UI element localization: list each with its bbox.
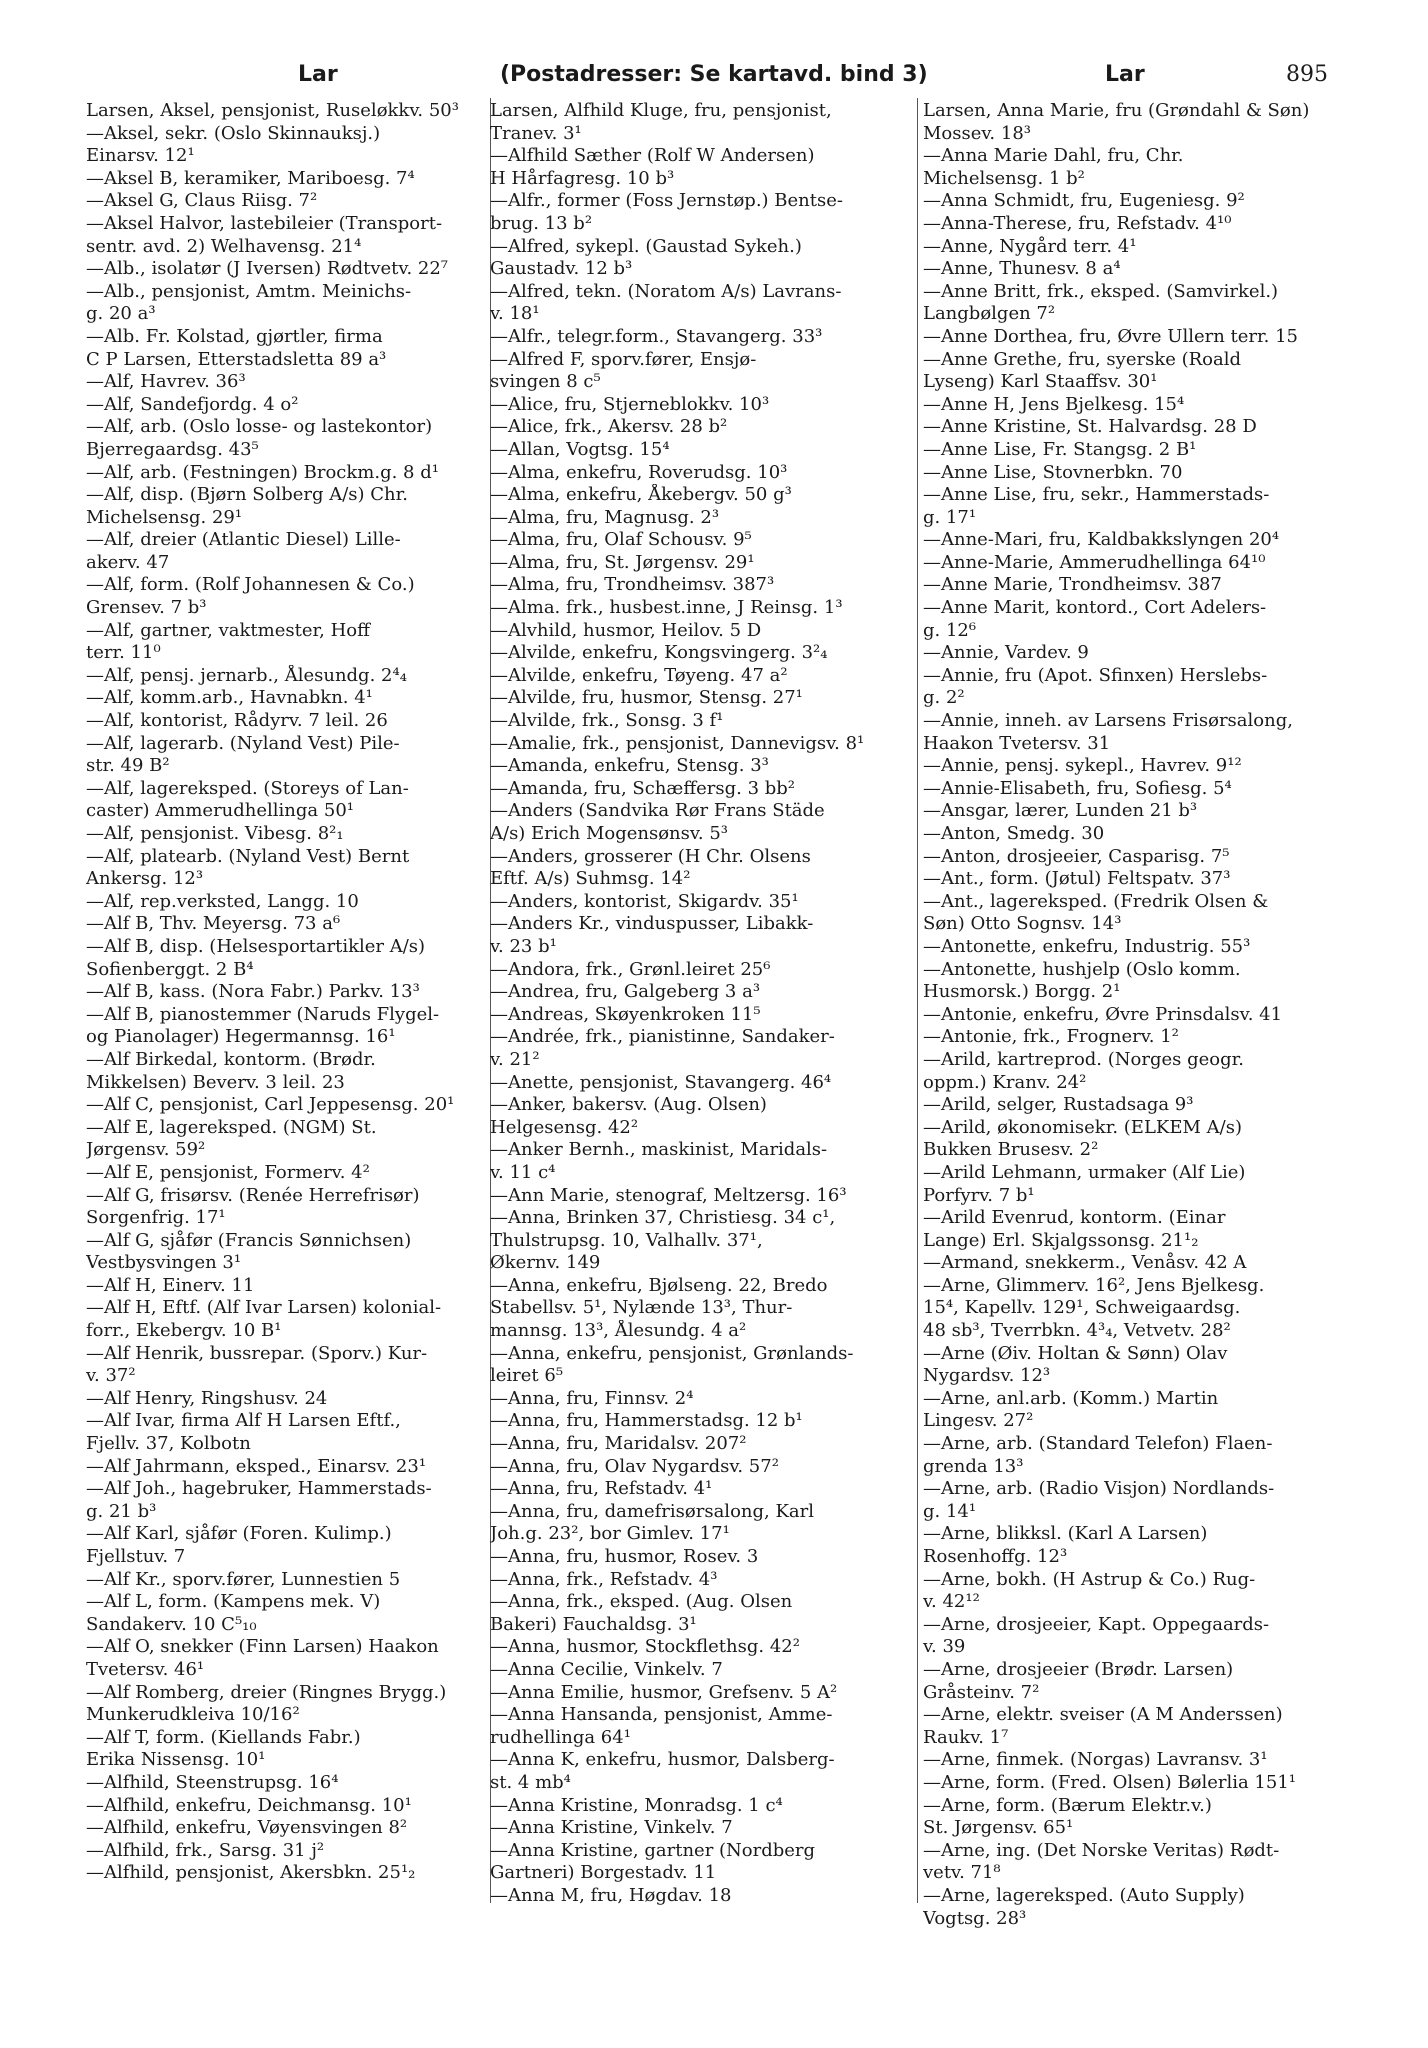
directory-entry-line: Fjellstuv. 7 [86,1546,186,1567]
directory-entry-line: —Armand, snekkerm., Venåsv. 42 A [923,1252,1247,1274]
directory-entry-line: —Antonette, hushjelp (Oslo komm. [923,958,1241,980]
directory-entry-line: —Anna, Brinken 37, Christiesg. 34 c¹, [490,1207,836,1229]
directory-entry-line: —Anna Emilie, husmor, Grefsenv. 5 A² [490,1681,838,1703]
directory-entry-line: —Arne, ing. (Det Norske Veritas) Rødt- [923,1839,1280,1861]
directory-entry-line: —Anker Bernh., maskinist, Maridals- [490,1139,828,1161]
directory-entry-line: grenda 13³ [923,1455,1024,1477]
directory-entry-line: terr. 11⁰ [86,642,161,664]
header-center-note: (Postadresser: Se kartavd. bind 3) [500,62,928,87]
directory-entry-line: —Alf B, Thv. Meyersg. 73 a⁶ [86,913,341,935]
directory-entry-line: —Ansgar, lærer, Lunden 21 b³ [923,800,1198,822]
directory-entry-line: rudhellinga 64¹ [490,1726,631,1748]
directory-entry-line: Michelsensg. 29¹ [86,506,243,528]
directory-entry-line: —Antonie, frk., Frognerv. 1² [923,1026,1179,1048]
directory-entry-line: Lange) Erl. Skjalgssonsg. 21¹₂ [923,1229,1199,1251]
directory-entry-line: —Anne, Thunesv. 8 a⁴ [923,258,1121,280]
directory-entry-line: Søn) Otto Sognsv. 14³ [923,913,1122,935]
directory-entry-line: Bukken Brusesv. 2² [923,1139,1099,1161]
directory-entry-line: Fjellv. 37, Kolbotn [86,1433,251,1455]
directory-entry-line: —Arne, drosjeeier (Brødr. Larsen) [923,1658,1234,1680]
directory-entry-line: Erika Nissensg. 10¹ [86,1749,266,1771]
directory-entry-line: v. 21² [490,1048,540,1070]
directory-entry-line: —Alfred, tekn. (Noratom A/s) Lavrans- [490,280,842,302]
directory-entry-line: Sandakerv. 10 C⁵₁₀ [86,1613,257,1635]
directory-entry-line: —Arild, kartreprod. (Norges geogr. [923,1048,1244,1070]
header-left-guideword: Lar [298,62,338,87]
directory-entry-line: —Andora, frk., Grønl.leiret 25⁶ [490,958,771,980]
directory-entry-line: —Antonie, enkefru, Øvre Prinsdalsv. 41 [923,1003,1283,1025]
directory-entry-line: —Alma, enkefru, Roverudsg. 10³ [490,461,788,483]
directory-entry-line: —Alf, lagerarb. (Nyland Vest) Pile- [86,732,400,754]
directory-entry-line: —Alma, enkefru, Åkebergv. 50 g³ [490,484,792,506]
directory-entry-line: —Arne, lagereksped. (Auto Supply) [923,1884,1245,1906]
directory-entry-line: —Alfhild, enkefru, Vøyensvingen 8² [86,1817,408,1839]
directory-entry-line: —Alf B, pianostemmer (Naruds Flygel- [86,1003,440,1025]
directory-entry-line: —Alma, fru, Magnusg. 2³ [490,506,720,528]
directory-entry-line: Michelsensg. 1 b² [923,167,1085,189]
directory-entry-line: —Anne Marit, kontord., Cort Adelers- [923,597,1267,619]
directory-entry-line: —Alma, fru, Olaf Schousv. 9⁵ [490,529,752,551]
directory-entry-line: —Anna, enkefru, pensjonist, Grønlands- [490,1342,854,1364]
directory-entry-line: —Ant., lagereksped. (Fredrik Olsen & [923,890,1269,912]
directory-entry-line: Stabellsv. 5¹, Nylænde 13³, Thur- [490,1297,793,1319]
directory-entry-line: —Anna Cecilie, Vinkelv. 7 [490,1658,723,1680]
directory-entry-line: —Anne Lise, Fr. Stangsg. 2 B¹ [923,438,1197,460]
directory-entry-line: —Anna Marie Dahl, fru, Chr. [923,145,1184,167]
directory-entry-line: sentr. avd. 2) Welhavensg. 21⁴ [86,235,362,257]
directory-entry-line: —Alf, rep.verksted, Langg. 10 [86,890,359,912]
directory-entry-line: Sorgenfrig. 17¹ [86,1207,226,1229]
directory-entry-line: Grensev. 7 b³ [86,597,207,619]
directory-entry-line: akerv. 47 [86,551,170,573]
directory-entry-line: Einarsv. 12¹ [86,145,195,167]
directory-entry-line: —Alf, lagereksped. (Storeys of Lan- [86,777,409,799]
directory-entry-line: —Arne, drosjeeier, Kapt. Oppegaards- [923,1613,1270,1635]
directory-entry-line: —Anne Kristine, St. Halvardsg. 28 D [923,416,1257,438]
directory-entry-line: —Alfhild, Steenstrupsg. 16⁴ [86,1771,339,1793]
directory-entry-line: —Alb., pensjonist, Amtm. Meinichs- [86,280,412,302]
directory-entry-line: —Anna, fru, Olav Nygardsv. 57² [490,1455,779,1477]
directory-entry-line: —Andrea, fru, Galgeberg 3 a³ [490,981,761,1003]
directory-entry-line: Ankersg. 12³ [86,868,204,890]
directory-entry-line: Haakon Tvetersv. 31 [923,732,1111,754]
directory-entry-line: —Alvilde, frk., Sonsg. 3 f¹ [490,710,724,732]
directory-entry-line: leiret 6⁵ [490,1365,564,1387]
directory-entry-line: C P Larsen, Etterstadsletta 89 a³ [86,348,387,370]
directory-entry-line: —Alice, frk., Akersv. 28 b² [490,416,728,438]
directory-entry-line: Tvetersv. 46¹ [86,1658,205,1680]
directory-entry-line: g. 17¹ [923,506,977,528]
directory-entry-line: Tranev. 3¹ [490,122,582,144]
directory-entry-line: —Ant., form. (Jøtul) Feltspatv. 37³ [923,868,1231,890]
directory-entry-line: —Alf, platearb. (Nyland Vest) Bernt [86,845,410,867]
directory-entry-line: v. 37² [86,1365,136,1387]
directory-entry-line: —Alfred F, sporv.fører, Ensjø- [490,348,757,370]
directory-entry-line: —Alice, fru, Stjerneblokkv. 10³ [490,393,770,415]
directory-entry-line: —Anna K, enkefru, husmor, Dalsberg- [490,1749,835,1771]
directory-entry-line: forr., Ekebergv. 10 B¹ [86,1320,282,1342]
directory-entry-line: —Alf, form. (Rolf Johannesen & Co.) [86,574,415,596]
directory-entry-line: —Alb., isolatør (J Iversen) Rødtvetv. 22⁷ [86,258,449,280]
directory-entry-line: Joh.g. 23², bor Gimlev. 17¹ [490,1523,730,1545]
directory-entry-line: —Anna, fru, Finnsv. 2⁴ [490,1387,694,1409]
directory-entry-line: —Amanda, fru, Schæffersg. 3 bb² [490,777,795,799]
directory-entry-line: —Alvilde, fru, husmor, Stensg. 27¹ [490,687,803,709]
directory-entry-line: —Alfred, sykepl. (Gaustad Sykeh.) [490,235,802,257]
directory-column-2 [490,100,906,1908]
directory-column-1 [86,100,496,1885]
directory-entry-line: Larsen, Aksel, pensjonist, Ruseløkkv. 50³ [86,100,459,121]
directory-entry-line: —Alfr., telegr.form., Stavangerg. 33³ [490,325,823,347]
directory-entry-line: —Anne-Marie, Ammerudhellinga 64¹⁰ [923,551,1266,573]
directory-entry-line: —Alf G, frisørsv. (Renée Herrefrisør) [86,1184,420,1206]
directory-entry-line: g. 14¹ [923,1500,977,1522]
directory-entry-line: oppm.) Kranv. 24² [923,1071,1087,1093]
directory-entry-line: Munkerudkleiva 10/16² [86,1704,300,1726]
directory-entry-line: —Alf, dreier (Atlantic Diesel) Lille- [86,529,401,551]
directory-entry-line: v. 23 b¹ [490,935,557,957]
directory-entry-line: —Anne Dorthea, fru, Øvre Ullern terr. 15 [923,325,1299,347]
directory-entry-line: —Alma, fru, Trondheimsv. 387³ [490,574,775,596]
directory-entry-line: Vestbysvingen 3¹ [86,1252,242,1274]
directory-entry-line: vetv. 71⁸ [923,1862,1001,1884]
directory-entry-line: —Anna, husmor, Stockflethsg. 42² [490,1636,800,1658]
directory-entry-line: —Alfhild, pensjonist, Akersbkn. 25¹₂ [86,1862,416,1884]
directory-entry-line: —Alf Henrik, bussrepar. (Sporv.) Kur- [86,1342,428,1364]
directory-entry-line: —Alf Joh., hagebruker, Hammerstads- [86,1478,432,1500]
directory-entry-line: —Alfhild Sæther (Rolf W Andersen) [490,145,815,167]
directory-entry-line: —Alf, Sandefjordg. 4 o² [86,393,299,415]
directory-entry-line: —Annie-Elisabeth, fru, Sofiesg. 5⁴ [923,777,1232,799]
directory-entry-line: —Anna, fru, Refstadv. 4¹ [490,1478,713,1500]
directory-entry-line: v. 39 [923,1636,966,1658]
directory-entry-line: —Alf H, Eftf. (Alf Ivar Larsen) kolonial- [86,1297,442,1319]
directory-entry-line: g. 21 b³ [86,1500,157,1522]
directory-entry-line: 15⁴, Kapellv. 129¹, Schweigaardsg. [923,1297,1241,1319]
page-number: 895 [1286,62,1328,87]
directory-entry-line: Gråsteinv. 7² [923,1681,1040,1703]
directory-entry-line: —Arne, blikksl. (Karl A Larsen) [923,1523,1208,1545]
directory-entry-line: —Anna Kristine, Vinkelv. 7 [490,1817,733,1839]
directory-entry-line: —Arild Evenrud, kontorm. (Einar [923,1207,1226,1229]
directory-entry-line: —Alf T, form. (Kiellands Fabr.) [86,1726,361,1748]
directory-entry-line: —Alf, komm.arb., Havnabkn. 4¹ [86,687,373,709]
directory-entry-line: —Andrée, frk., pianistinne, Sandaker- [490,1026,835,1048]
directory-entry-line: —Anna, frk., eksped. (Aug. Olsen [490,1591,793,1613]
directory-entry-line: Helgesensg. 42² [490,1116,639,1138]
directory-entry-line: —Anette, pensjonist, Stavangerg. 46⁴ [490,1071,832,1093]
directory-entry-line: —Anders, grosserer (H Chr. Olsens [490,845,811,867]
directory-entry-line: —Alf Ivar, firma Alf H Larsen Eftf., [86,1410,401,1432]
directory-entry-line: —Arne, Glimmerv. 16², Jens Bjelkesg. [923,1274,1265,1296]
directory-entry-line: Gaustadv. 12 b³ [490,258,633,280]
directory-entry-line: —Alf C, pensjonist, Carl Jeppesensg. 20¹ [86,1094,455,1116]
directory-entry-line: v. 18¹ [490,303,540,325]
directory-entry-line: —Alfhild, frk., Sarsg. 31 j² [86,1839,325,1861]
directory-entry-line: —Anne Lise, fru, sekr., Hammerstads- [923,484,1270,506]
directory-entry-line: —Alvilde, enkefru, Tøyeng. 47 a² [490,664,788,686]
directory-entry-line: Raukv. 1⁷ [923,1726,1009,1748]
directory-entry-line: —Aksel B, keramiker, Mariboesg. 7⁴ [86,167,415,189]
directory-entry-line: 48 sb³, Tverrbkn. 4³₄, Vetvetv. 28² [923,1320,1231,1342]
directory-entry-line: —Aksel Halvor, lastebileier (Transport- [86,212,443,234]
directory-entry-line: St. Jørgensv. 65¹ [923,1817,1074,1839]
directory-entry-line: —Alma. frk., husbest.inne, J Reinsg. 1³ [490,597,843,619]
directory-entry-line: —Andreas, Skøyenkroken 11⁵ [490,1003,761,1025]
directory-entry-line: Husmorsk.) Borgg. 2¹ [923,981,1121,1003]
directory-entry-line: —Anna, fru, Maridalsv. 207² [490,1433,747,1455]
directory-entry-line: —Alf Romberg, dreier (Ringnes Brygg.) [86,1681,447,1703]
directory-entry-line: —Arne, bokh. (H Astrup & Co.) Rug- [923,1568,1256,1590]
directory-entry-line: —Alf, pensj. jernarb., Ålesundg. 2⁴₄ [86,664,407,686]
directory-entry-line: —Arild Lehmann, urmaker (Alf Lie) [923,1161,1246,1183]
directory-entry-line: —Arne, form. (Bærum Elektr.v.) [923,1794,1212,1816]
directory-entry-line: —Alf Birkedal, kontorm. (Brødr. [86,1048,376,1070]
directory-entry-line: —Anker, bakersv. (Aug. Olsen) [490,1094,767,1116]
directory-entry-line: —Alfhild, enkefru, Deichmansg. 10¹ [86,1794,412,1816]
directory-entry-line: Porfyrv. 7 b¹ [923,1184,1035,1206]
directory-entry-line: —Anna Kristine, Monradsg. 1 c⁴ [490,1794,783,1816]
directory-entry-line: —Alf O, snekker (Finn Larsen) Haakon [86,1636,439,1658]
directory-entry-line: —Anne Marie, Trondheimsv. 387 [923,574,1222,596]
directory-entry-line: —Anne-Mari, fru, Kaldbakkslyngen 20⁴ [923,529,1280,551]
directory-entry-line: —Arne (Øiv. Holtan & Sønn) Olav [923,1342,1228,1364]
directory-entry-line: —Arne, arb. (Radio Visjon) Nordlands- [923,1478,1275,1500]
directory-entry-line: Larsen, Alfhild Kluge, fru, pensjonist, [490,100,832,121]
directory-entry-line: Nygardsv. 12³ [923,1365,1051,1387]
directory-entry-line: —Arne, arb. (Standard Telefon) Flaen- [923,1433,1273,1455]
directory-entry-line: —Alf E, pensjonist, Formerv. 4² [86,1161,370,1183]
directory-entry-line: Sofienberggt. 2 B⁴ [86,958,254,980]
directory-entry-line: g. 20 a³ [86,303,156,325]
directory-entry-line: mannsg. 13³, Ålesundg. 4 a² [490,1320,747,1342]
directory-entry-line: Lyseng) Karl Staaffsv. 30¹ [923,371,1158,393]
directory-entry-line: —Alb. Fr. Kolstad, gjørtler, firma [86,325,383,347]
directory-entry-line: str. 49 B² [86,755,170,777]
directory-entry-line: —Anna Schmidt, fru, Eugeniesg. 9² [923,190,1245,212]
directory-entry-line: —Arne, form. (Fred. Olsen) Bølerlia 151¹ [923,1771,1296,1793]
directory-entry-line: —Alf, Havrev. 36³ [86,371,246,393]
directory-entry-line: —Arild, selger, Rustadsaga 9³ [923,1094,1194,1116]
directory-entry-line: —Anton, drosjeeier, Casparisg. 7⁵ [923,845,1230,867]
directory-entry-line: Økernv. 149 [490,1252,601,1274]
directory-entry-line: —Anders Kr., vinduspusser, Libakk- [490,913,814,935]
directory-column-3 [923,100,1337,1930]
directory-entry-line: —Alf, disp. (Bjørn Solberg A/s) Chr. [86,484,408,506]
directory-entry-line: Mikkelsen) Beverv. 3 leil. 23 [86,1071,345,1093]
directory-entry-line: st. 4 mb⁴ [490,1771,571,1793]
directory-entry-line: caster) Ammerudhellinga 50¹ [86,800,354,822]
directory-entry-line: —Amalie, frk., pensjonist, Dannevigsv. 8¹ [490,732,865,754]
directory-entry-line: g. 12⁶ [923,619,977,641]
directory-entry-line: —Alf L, form. (Kampens mek. V) [86,1591,381,1613]
directory-entry-line: —Alf, gartner, vaktmester, Hoff [86,619,370,641]
directory-entry-line: Eftf. A/s) Suhmsg. 14² [490,868,691,890]
directory-entry-line: —Anna M, fru, Høgdav. 18 [490,1884,732,1906]
directory-entry-line: v. 11 c⁴ [490,1161,556,1183]
directory-entry-line: v. 42¹² [923,1591,980,1613]
directory-entry-line: —Anton, Smedg. 30 [923,823,1105,844]
directory-entry-line: —Anne, Nygård terr. 4¹ [923,235,1137,257]
directory-entry-line: —Anna Hansanda, pensjonist, Amme- [490,1704,833,1726]
directory-entry-line: Vogtsg. 28³ [923,1907,1027,1929]
directory-entry-line: —Anders, kontorist, Skigardv. 35¹ [490,890,799,912]
directory-entry-line: g. 2² [923,687,965,709]
directory-entry-line: Bakeri) Fauchaldsg. 3¹ [490,1613,697,1635]
directory-entry-line: —Alf G, sjåfør (Francis Sønnichsen) [86,1229,412,1251]
directory-entry-line: Mossev. 18³ [923,122,1031,144]
directory-entry-line: —Alvilde, enkefru, Kongsvingerg. 3²₄ [490,642,828,664]
running-header [0,62,1428,96]
directory-entry-line: —Annie, fru (Apot. Sfinxen) Herslebs- [923,664,1268,686]
directory-entry-line: —Arne, finmek. (Norgas) Lavransv. 3¹ [923,1749,1268,1771]
directory-entry-line: —Anne Lise, Stovnerbkn. 70 [923,461,1183,483]
directory-entry-line: —Alf B, kass. (Nora Fabr.) Parkv. 13³ [86,981,420,1003]
directory-entry-line: og Pianolager) Hegermannsg. 16¹ [86,1026,396,1048]
directory-entry-line: Langbølgen 7² [923,303,1056,325]
directory-entry-line: —Arne, anl.arb. (Komm.) Martin [923,1387,1219,1409]
directory-entry-line: brug. 13 b² [490,212,593,234]
directory-entry-line: svingen 8 c⁵ [490,371,601,393]
column-divider [917,98,918,1903]
directory-entry-line: —Anna, fru, damefrisørsalong, Karl [490,1500,814,1522]
directory-entry-line: —Arne, elektr. sveiser (A M Anderssen) [923,1704,1283,1726]
directory-entry-line: —Allan, Vogtsg. 15⁴ [490,438,670,460]
directory-entry-line: —Ann Marie, stenograf, Meltzersg. 16³ [490,1184,847,1206]
directory-entry-line: Jørgensv. 59² [86,1139,206,1161]
directory-entry-line: Gartneri) Borgestadv. 11 [490,1862,717,1884]
directory-entry-line: Rosenhoffg. 12³ [923,1546,1068,1567]
directory-entry-line: Lingesv. 27² [923,1410,1034,1432]
directory-entry-line: —Amanda, enkefru, Stensg. 3³ [490,755,769,777]
directory-entry-line: —Anne Grethe, fru, syerske (Roald [923,348,1242,370]
directory-entry-line: —Antonette, enkefru, Industrig. 55³ [923,935,1251,957]
directory-entry-line: —Annie, inneh. av Larsens Frisørsalong, [923,710,1293,732]
directory-entry-line: —Anne Britt, frk., eksped. (Samvirkel.) [923,280,1279,302]
directory-entry-line: —Annie, Vardev. 9 [923,642,1089,664]
directory-entry-line: —Anne H, Jens Bjelkesg. 15⁴ [923,393,1185,415]
directory-entry-line: —Alf Henry, Ringshusv. 24 [86,1387,328,1409]
directory-entry-line: A/s) Erich Mogensønsv. 5³ [490,823,729,844]
directory-entry-line: —Alfr., former (Foss Jernstøp.) Bentse- [490,190,843,212]
directory-entry-line: —Alvhild, husmor, Heilov. 5 D [490,619,762,641]
directory-entry-line: —Alf Kr., sporv.fører, Lunnestien 5 [86,1568,401,1590]
directory-entry-line: —Anna Kristine, gartner (Nordberg [490,1839,816,1861]
directory-entry-line: —Alf, kontorist, Rådyrv. 7 leil. 26 [86,710,388,732]
directory-entry-line: —Anna, enkefru, Bjølseng. 22, Bredo [490,1274,828,1296]
header-right-guideword: Lar [1105,62,1145,87]
directory-entry-line: H Hårfagresg. 10 b³ [490,167,675,189]
directory-entry-line: Larsen, Anna Marie, fru (Grøndahl & Søn) [923,100,1310,121]
directory-entry-line: —Anders (Sandvika Rør Frans Städe [490,800,825,822]
directory-entry-line: —Alf, arb. (Festningen) Brockm.g. 8 d¹ [86,461,439,483]
directory-entry-line: —Alf, arb. (Oslo losse- og lastekontor) [86,416,433,438]
directory-entry-line: —Anna, fru, Hammerstadsg. 12 b¹ [490,1410,803,1432]
directory-entry-line: —Alf, pensjonist. Vibesg. 8²₁ [86,823,344,844]
directory-entry-line: Bjerregaardsg. 43⁵ [86,438,259,460]
directory-entry-line: —Anna, fru, husmor, Rosev. 3 [490,1546,759,1567]
directory-entry-line: —Alf Karl, sjåfør (Foren. Kulimp.) [86,1523,392,1545]
directory-entry-line: —Anna-Therese, fru, Refstadv. 4¹⁰ [923,212,1232,234]
directory-entry-line: —Alf B, disp. (Helsesportartikler A/s) [86,935,426,957]
directory-entry-line: —Alf E, lagereksped. (NGM) St. [86,1116,377,1138]
directory-entry-line: —Alf H, Einerv. 11 [86,1274,255,1296]
directory-entry-line: —Annie, pensj. sykepl., Havrev. 9¹² [923,755,1242,777]
directory-entry-line: —Aksel, sekr. (Oslo Skinnauksj.) [86,122,381,144]
directory-entry-line: —Aksel G, Claus Riisg. 7² [86,190,318,212]
directory-entry-line: —Anna, frk., Refstadv. 4³ [490,1568,718,1590]
directory-entry-line: —Alma, fru, St. Jørgensv. 29¹ [490,551,755,573]
directory-entry-line: —Alf Jahrmann, eksped., Einarsv. 23¹ [86,1455,427,1477]
directory-entry-line: —Arild, økonomisekr. (ELKEM A/s) [923,1116,1242,1138]
directory-entry-line: Thulstrupsg. 10, Valhallv. 37¹, [490,1229,763,1251]
